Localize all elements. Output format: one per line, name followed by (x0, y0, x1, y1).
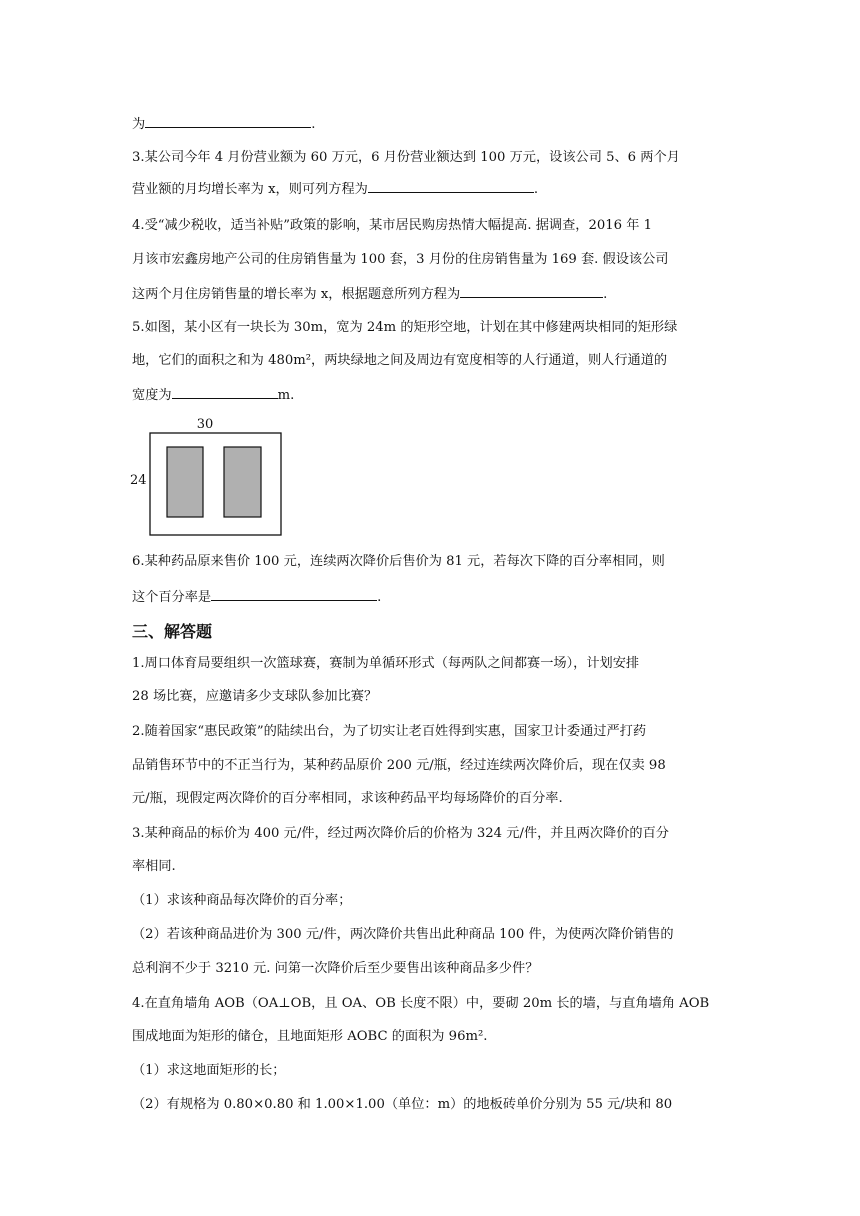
answer-blank (211, 586, 377, 601)
text: . (603, 287, 608, 302)
text: m. (277, 388, 295, 403)
q5-line-2: 地，它们的面积之和为 480m²，两块绿地之间及周边有宽度相等的人行通道，则人行通道的 (132, 353, 668, 368)
q3-line-1: 3.某公司今年 4 月份营业额为 60 万元，6 月份营业额达到 100 万元，设该公司 5、6 两个月 (132, 150, 680, 165)
text: . (311, 117, 316, 132)
figure-height-label: 24 (130, 473, 147, 488)
text: 营业额的月均增长率为 x，则可列方程为 (132, 182, 368, 197)
text: 宽度为 (132, 388, 172, 403)
s3-q4-line-4: （2）有规格为 0.80×0.80 和 1.00×1.00（单位：m）的地板砖单价分别为 55 元/块和 80 (132, 1097, 673, 1112)
q6-line-1: 6.某种药品原来售价 100 元，连续两次降价后售价为 81 元，若每次下降的百分率相同，则 (132, 554, 665, 569)
figure-width-label: 30 (196, 417, 214, 432)
s3-q2-line-3: 元/瓶，现假定两次降价的百分率相同，求该种药品平均每场降价的百分率. (132, 791, 563, 806)
s3-q3-line-2: 率相同. (132, 859, 176, 874)
s3-q3-line-1: 3.某种商品的标价为 400 元/件，经过两次降价后的价格为 324 元/件，并且两次降价的百分 (132, 826, 669, 841)
s3-q1-line-2: 28 场比赛，应邀请多少支球队参加比赛？ (132, 689, 378, 704)
green-plot-right (224, 447, 261, 517)
s3-q4-line-2: 围成地面为矩形的储仓，且地面矩形 AOBC 的面积为 96m². (132, 1029, 488, 1044)
text: 这两个月住房销售量的增长率为 x，根据题意所列方程为 (132, 287, 461, 302)
s3-q4-line-1: 4.在直角墙角 AOB（OA⊥OB，且 OA、OB 长度不限）中，要砌 20m 长的墙，与直角墙角 AOB (132, 996, 710, 1011)
rectangle-figure (130, 412, 290, 538)
q4-line-1: 4.受“减少税收，适当补贴”政策的影响，某市居民购房热情大幅提高. 据调查，2016 年 1 (132, 218, 652, 233)
s3-q2-line-2: 品销售环节中的不正当行为，某种药品原价 200 元/瓶，经过连续两次降价后，现在仅卖 98 (132, 758, 666, 773)
answer-blank (145, 113, 311, 128)
s3-q3-line-4: （2）若该种商品进价为 300 元/件，两次降价共售出此种商品 100 件，为使两次降价销售的 (132, 927, 674, 942)
q5-line-1: 5.如图，某小区有一块长为 30m，宽为 24m 的矩形空地，计划在其中修建两块相同的矩形绿 (132, 320, 678, 335)
section-heading: 三、解答题 (132, 622, 213, 641)
q5-line-3 (132, 384, 732, 406)
q6-line-2 (132, 586, 732, 608)
text: 这个百分率是 (132, 590, 212, 605)
s3-q4-line-3: （1）求这地面矩形的长； (132, 1063, 286, 1078)
answer-blank (368, 178, 534, 193)
s3-q3-line-3: （1）求该种商品每次降价的百分率； (132, 893, 352, 908)
q3-line-2 (132, 178, 732, 200)
text: . (377, 590, 382, 605)
answer-blank (172, 384, 278, 399)
line-blank-answer (132, 113, 732, 135)
q4-line-3 (132, 283, 732, 305)
s3-q1-line-1: 1.周口体育局要组织一次篮球赛，赛制为单循环形式（每两队之间都赛一场），计划安排 (132, 656, 640, 671)
q4-line-2: 月该市宏鑫房地产公司的住房销售量为 100 套，3 月份的住房销售量为 169 套. 假设该公司 (132, 252, 669, 267)
text: . (533, 182, 539, 197)
answer-blank (460, 283, 603, 298)
green-plot-left (167, 447, 203, 517)
s3-q3-line-5: 总利润不少于 3210 元. 问第一次降价后至少要售出该种商品多少件？ (132, 961, 539, 976)
s3-q2-line-1: 2.随着国家“惠民政策”的陆续出台，为了切实让老百姓得到实惠，国家卫计委通过严打药 (132, 724, 646, 739)
text: 为 (132, 117, 146, 132)
